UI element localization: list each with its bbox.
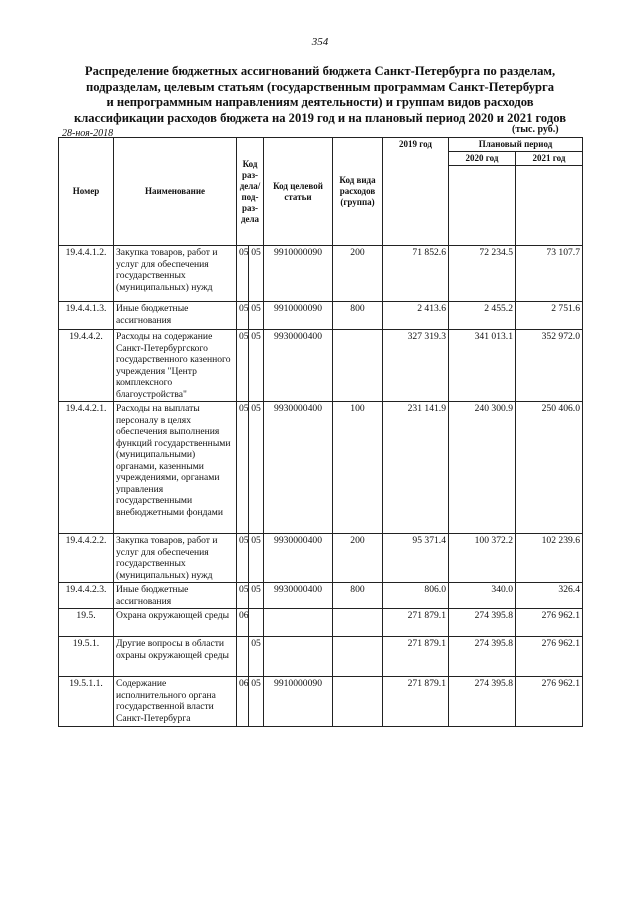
row-2020-value: 274 395.8	[449, 637, 516, 677]
row-target-code	[264, 637, 333, 677]
row-name: Закупка товаров, работ и услуг для обеспечения государственных (муниципальных) нужд	[114, 246, 237, 302]
row-2019-value: 271 879.1	[383, 609, 449, 637]
row-podrazdel: 05	[249, 246, 264, 302]
row-target-code: 9930000400	[264, 330, 333, 402]
row-razdel: 05	[237, 534, 249, 583]
row-number: 19.5.1.	[59, 637, 114, 677]
row-razdel: 05	[237, 583, 249, 609]
row-name: Иные бюджетные ассигнования	[114, 302, 237, 330]
header-planned: Плановый период	[449, 138, 583, 152]
row-number: 19.4.4.2.1.	[59, 402, 114, 534]
budget-table	[58, 137, 583, 727]
row-podrazdel: 05	[249, 677, 264, 727]
row-podrazdel: 05	[249, 583, 264, 609]
row-vid-code: 800	[333, 583, 383, 609]
title-line: и непрограммным направлениям деятельности) и группам видов расходов	[106, 95, 534, 109]
row-razdel	[237, 637, 249, 677]
row-2020-value: 2 455.2	[449, 302, 516, 330]
row-target-code: 9910000090	[264, 246, 333, 302]
row-number: 19.5.	[59, 609, 114, 637]
table-row	[59, 534, 583, 583]
row-target-code: 9910000090	[264, 677, 333, 727]
row-number: 19.4.4.1.3.	[59, 302, 114, 330]
row-2019-value: 71 852.6	[383, 246, 449, 302]
row-name: Иные бюджетные ассигнования	[114, 583, 237, 609]
row-2021-value: 276 962.1	[516, 637, 583, 677]
header-number: Номер	[59, 138, 114, 246]
row-razdel: 05	[237, 402, 249, 534]
row-razdel: 06	[237, 677, 249, 727]
row-target-code: 9930000400	[264, 583, 333, 609]
row-vid-code: 100	[333, 402, 383, 534]
header-2021: 2021 год	[516, 152, 583, 166]
row-vid-code	[333, 609, 383, 637]
title-line: классификации расходов бюджета на 2019 год и на плановый период 2020 и 2021 годов	[73, 110, 567, 125]
row-target-code: 9930000400	[264, 534, 333, 583]
row-2020-value: 100 372.2	[449, 534, 516, 583]
row-2021-value: 250 406.0	[516, 402, 583, 534]
row-podrazdel: 05	[249, 330, 264, 402]
header-vid: Код вида расходов (группа)	[333, 138, 383, 246]
table-row	[59, 637, 583, 677]
row-target-code: 9930000400	[264, 402, 333, 534]
row-number: 19.4.4.2.	[59, 330, 114, 402]
row-number: 19.4.4.2.3.	[59, 583, 114, 609]
table-row	[59, 330, 583, 402]
header-razdel: Код раз-дела/ под-раз-дела	[237, 138, 264, 246]
row-2020-value: 341 013.1	[449, 330, 516, 402]
row-2019-value: 95 371.4	[383, 534, 449, 583]
row-2019-value: 231 141.9	[383, 402, 449, 534]
row-2020-value: 340.0	[449, 583, 516, 609]
row-2021-value: 102 239.6	[516, 534, 583, 583]
row-podrazdel: 05	[249, 534, 264, 583]
row-vid-code: 200	[333, 246, 383, 302]
row-vid-code	[333, 637, 383, 677]
table-row	[59, 583, 583, 609]
row-2019-value: 271 879.1	[383, 637, 449, 677]
row-vid-code: 200	[333, 534, 383, 583]
row-razdel: 05	[237, 302, 249, 330]
row-2019-value: 271 879.1	[383, 677, 449, 727]
page-number: 354	[311, 36, 329, 48]
table-row	[59, 246, 583, 302]
row-2021-value: 326.4	[516, 583, 583, 609]
row-podrazdel: 05	[249, 302, 264, 330]
row-2019-value: 327 319.3	[383, 330, 449, 402]
row-podrazdel: 05	[249, 637, 264, 677]
row-2019-value: 806.0	[383, 583, 449, 609]
header-name: Наименование	[114, 138, 237, 246]
row-2020-value: 72 234.5	[449, 246, 516, 302]
row-name: Закупка товаров, работ и услуг для обеспечения государственных (муниципальных) нужд	[114, 534, 237, 583]
row-2021-value: 2 751.6	[516, 302, 583, 330]
header-2020: 2020 год	[449, 152, 516, 166]
title-line: подразделам, целевым статьям (государственным программам Санкт-Петербурга	[85, 79, 555, 94]
row-number: 19.4.4.1.2.	[59, 246, 114, 302]
header-target: Код целевой статьи	[264, 138, 333, 246]
row-name: Расходы на содержание Санкт-Петербургского государственного казенного учреждения "Центр комплексного благоустройства"	[114, 330, 237, 402]
table-row	[59, 609, 583, 637]
row-name: Содержание исполнительного органа государственной власти Санкт-Петербурга	[114, 677, 237, 727]
row-podrazdel: 05	[249, 402, 264, 534]
row-razdel: 05	[237, 246, 249, 302]
table-row	[59, 402, 583, 534]
row-razdel: 06	[237, 609, 249, 637]
row-razdel: 05	[237, 330, 249, 402]
row-2020-value: 274 395.8	[449, 609, 516, 637]
row-2019-value: 2 413.6	[383, 302, 449, 330]
row-vid-code: 800	[333, 302, 383, 330]
row-target-code	[264, 609, 333, 637]
row-2020-value: 274 395.8	[449, 677, 516, 727]
row-name: Расходы на выплаты персоналу в целях обеспечения выполнения функций государственными (муниципальными) органами, казенными учреждениями, органами управления государственными внебюджетными фондами	[114, 402, 237, 534]
row-2021-value: 276 962.1	[516, 677, 583, 727]
row-podrazdel	[249, 609, 264, 637]
title-line: Распределение бюджетных ассигнований бюджета Санкт-Петербурга по разделам,	[84, 64, 556, 78]
row-2020-value: 240 300.9	[449, 402, 516, 534]
row-vid-code	[333, 677, 383, 727]
row-target-code: 9910000090	[264, 302, 333, 330]
row-name: Охрана окружающей среды	[114, 609, 237, 637]
document-title	[40, 64, 600, 126]
table-row	[59, 677, 583, 727]
row-number: 19.4.4.2.2.	[59, 534, 114, 583]
row-vid-code	[333, 330, 383, 402]
row-number: 19.5.1.1.	[59, 677, 114, 727]
table-row	[59, 302, 583, 330]
header-2019: 2019 год	[383, 138, 449, 246]
document-date: 28-ноя-2018	[62, 128, 114, 139]
row-2021-value: 73 107.7	[516, 246, 583, 302]
row-2021-value: 352 972.0	[516, 330, 583, 402]
row-name: Другие вопросы в области охраны окружающей среды	[114, 637, 237, 677]
row-2021-value: 276 962.1	[516, 609, 583, 637]
units-label: (тыс. руб.)	[512, 124, 559, 135]
